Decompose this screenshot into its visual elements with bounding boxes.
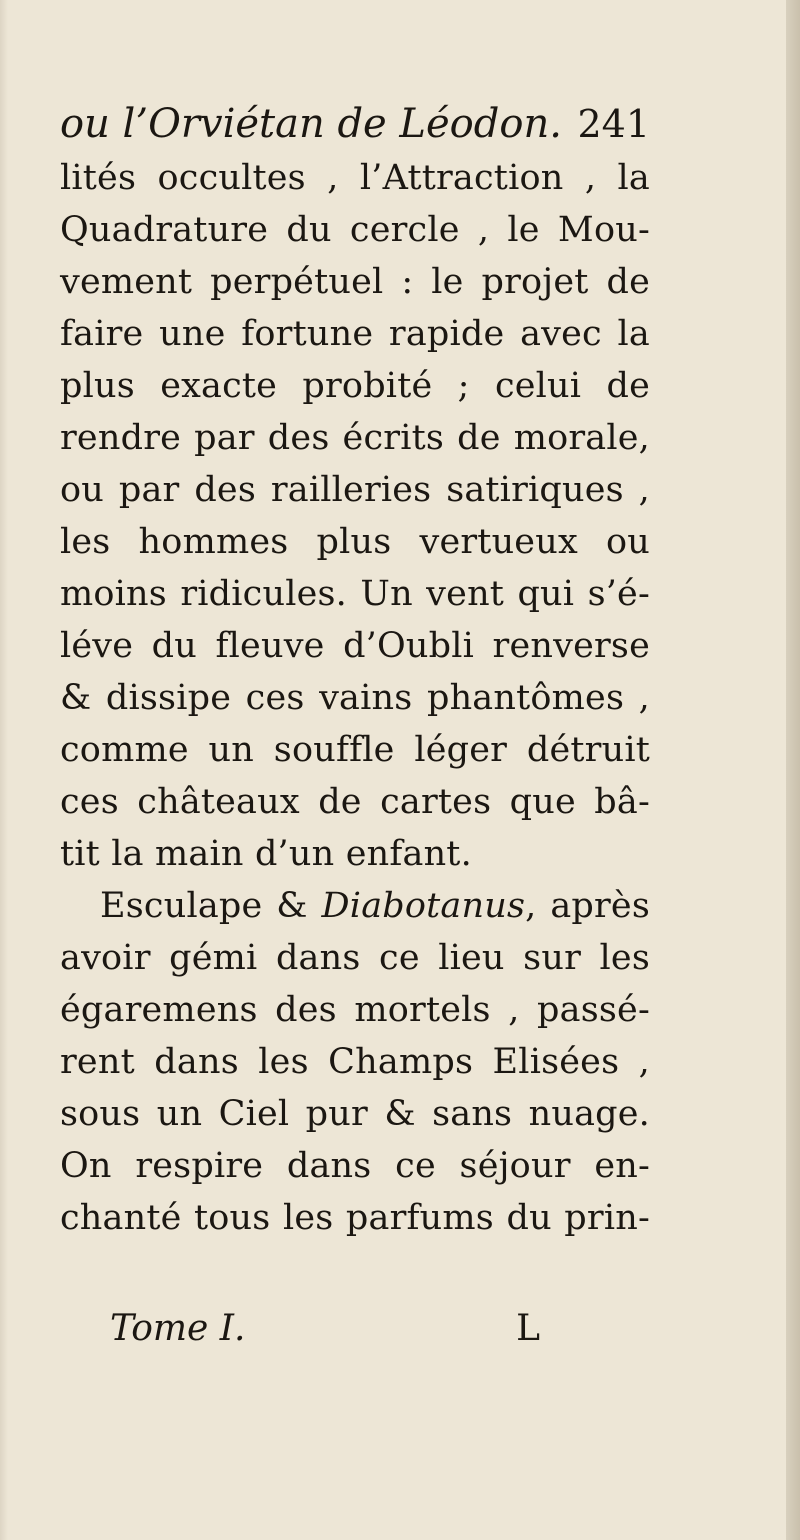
text-line: & dissipe ces vains phantômes , — [60, 678, 650, 718]
paragraph-end-line: tit la main d’un enfant. — [60, 834, 472, 874]
line-text-roman: , après — [525, 886, 650, 926]
text-line: faire une fortune rapide avec la — [60, 314, 650, 354]
text-line: moins ridicules. Un vent qui s’é- — [60, 574, 650, 614]
paragraph-start-line — [60, 880, 650, 932]
text-line: les hommes plus vertueux ou — [60, 522, 650, 562]
text-line: avoir gémi dans ce lieu sur les — [60, 938, 650, 978]
running-title: ou l’Orviétan de Léodon. — [60, 101, 562, 147]
page-footer — [110, 1302, 540, 1356]
page-gutter-shadow — [786, 0, 800, 1540]
text-body — [60, 152, 650, 1244]
text-line: ou par des railleries satiriques , — [60, 470, 650, 510]
text-line: sous un Ciel pur & sans nuage. — [60, 1094, 650, 1134]
text-line: rent dans les Champs Elisées , — [60, 1042, 650, 1082]
page-number: 241 — [577, 102, 650, 146]
volume-label: Tome I. — [110, 1308, 246, 1349]
text-line: lités occultes , l’Attraction , la — [60, 158, 650, 198]
text-line: léve du fleuve d’Oubli renverse — [60, 626, 650, 666]
page-edge-shadow — [0, 0, 8, 1540]
text-line: comme un souffle léger détruit — [60, 730, 650, 770]
line-text-roman: Esculape & — [100, 886, 322, 926]
text-line: vement perpétuel : le projet de — [60, 262, 650, 302]
text-line: chanté tous les parfums du prin- — [60, 1198, 650, 1238]
page-header — [60, 96, 650, 152]
signature-mark: L — [516, 1308, 540, 1349]
text-line: plus exacte probité ; celui de — [60, 366, 650, 406]
text-line: On respire dans ce séjour en- — [60, 1146, 650, 1186]
text-line: égaremens des mortels , passé- — [60, 990, 650, 1030]
text-line: Quadrature du cercle , le Mou- — [60, 210, 650, 250]
text-line: ces châteaux de cartes que bâ- — [60, 782, 650, 822]
line-text-italic: Diabotanus — [321, 886, 526, 926]
text-line: rendre par des écrits de morale, — [60, 418, 650, 458]
